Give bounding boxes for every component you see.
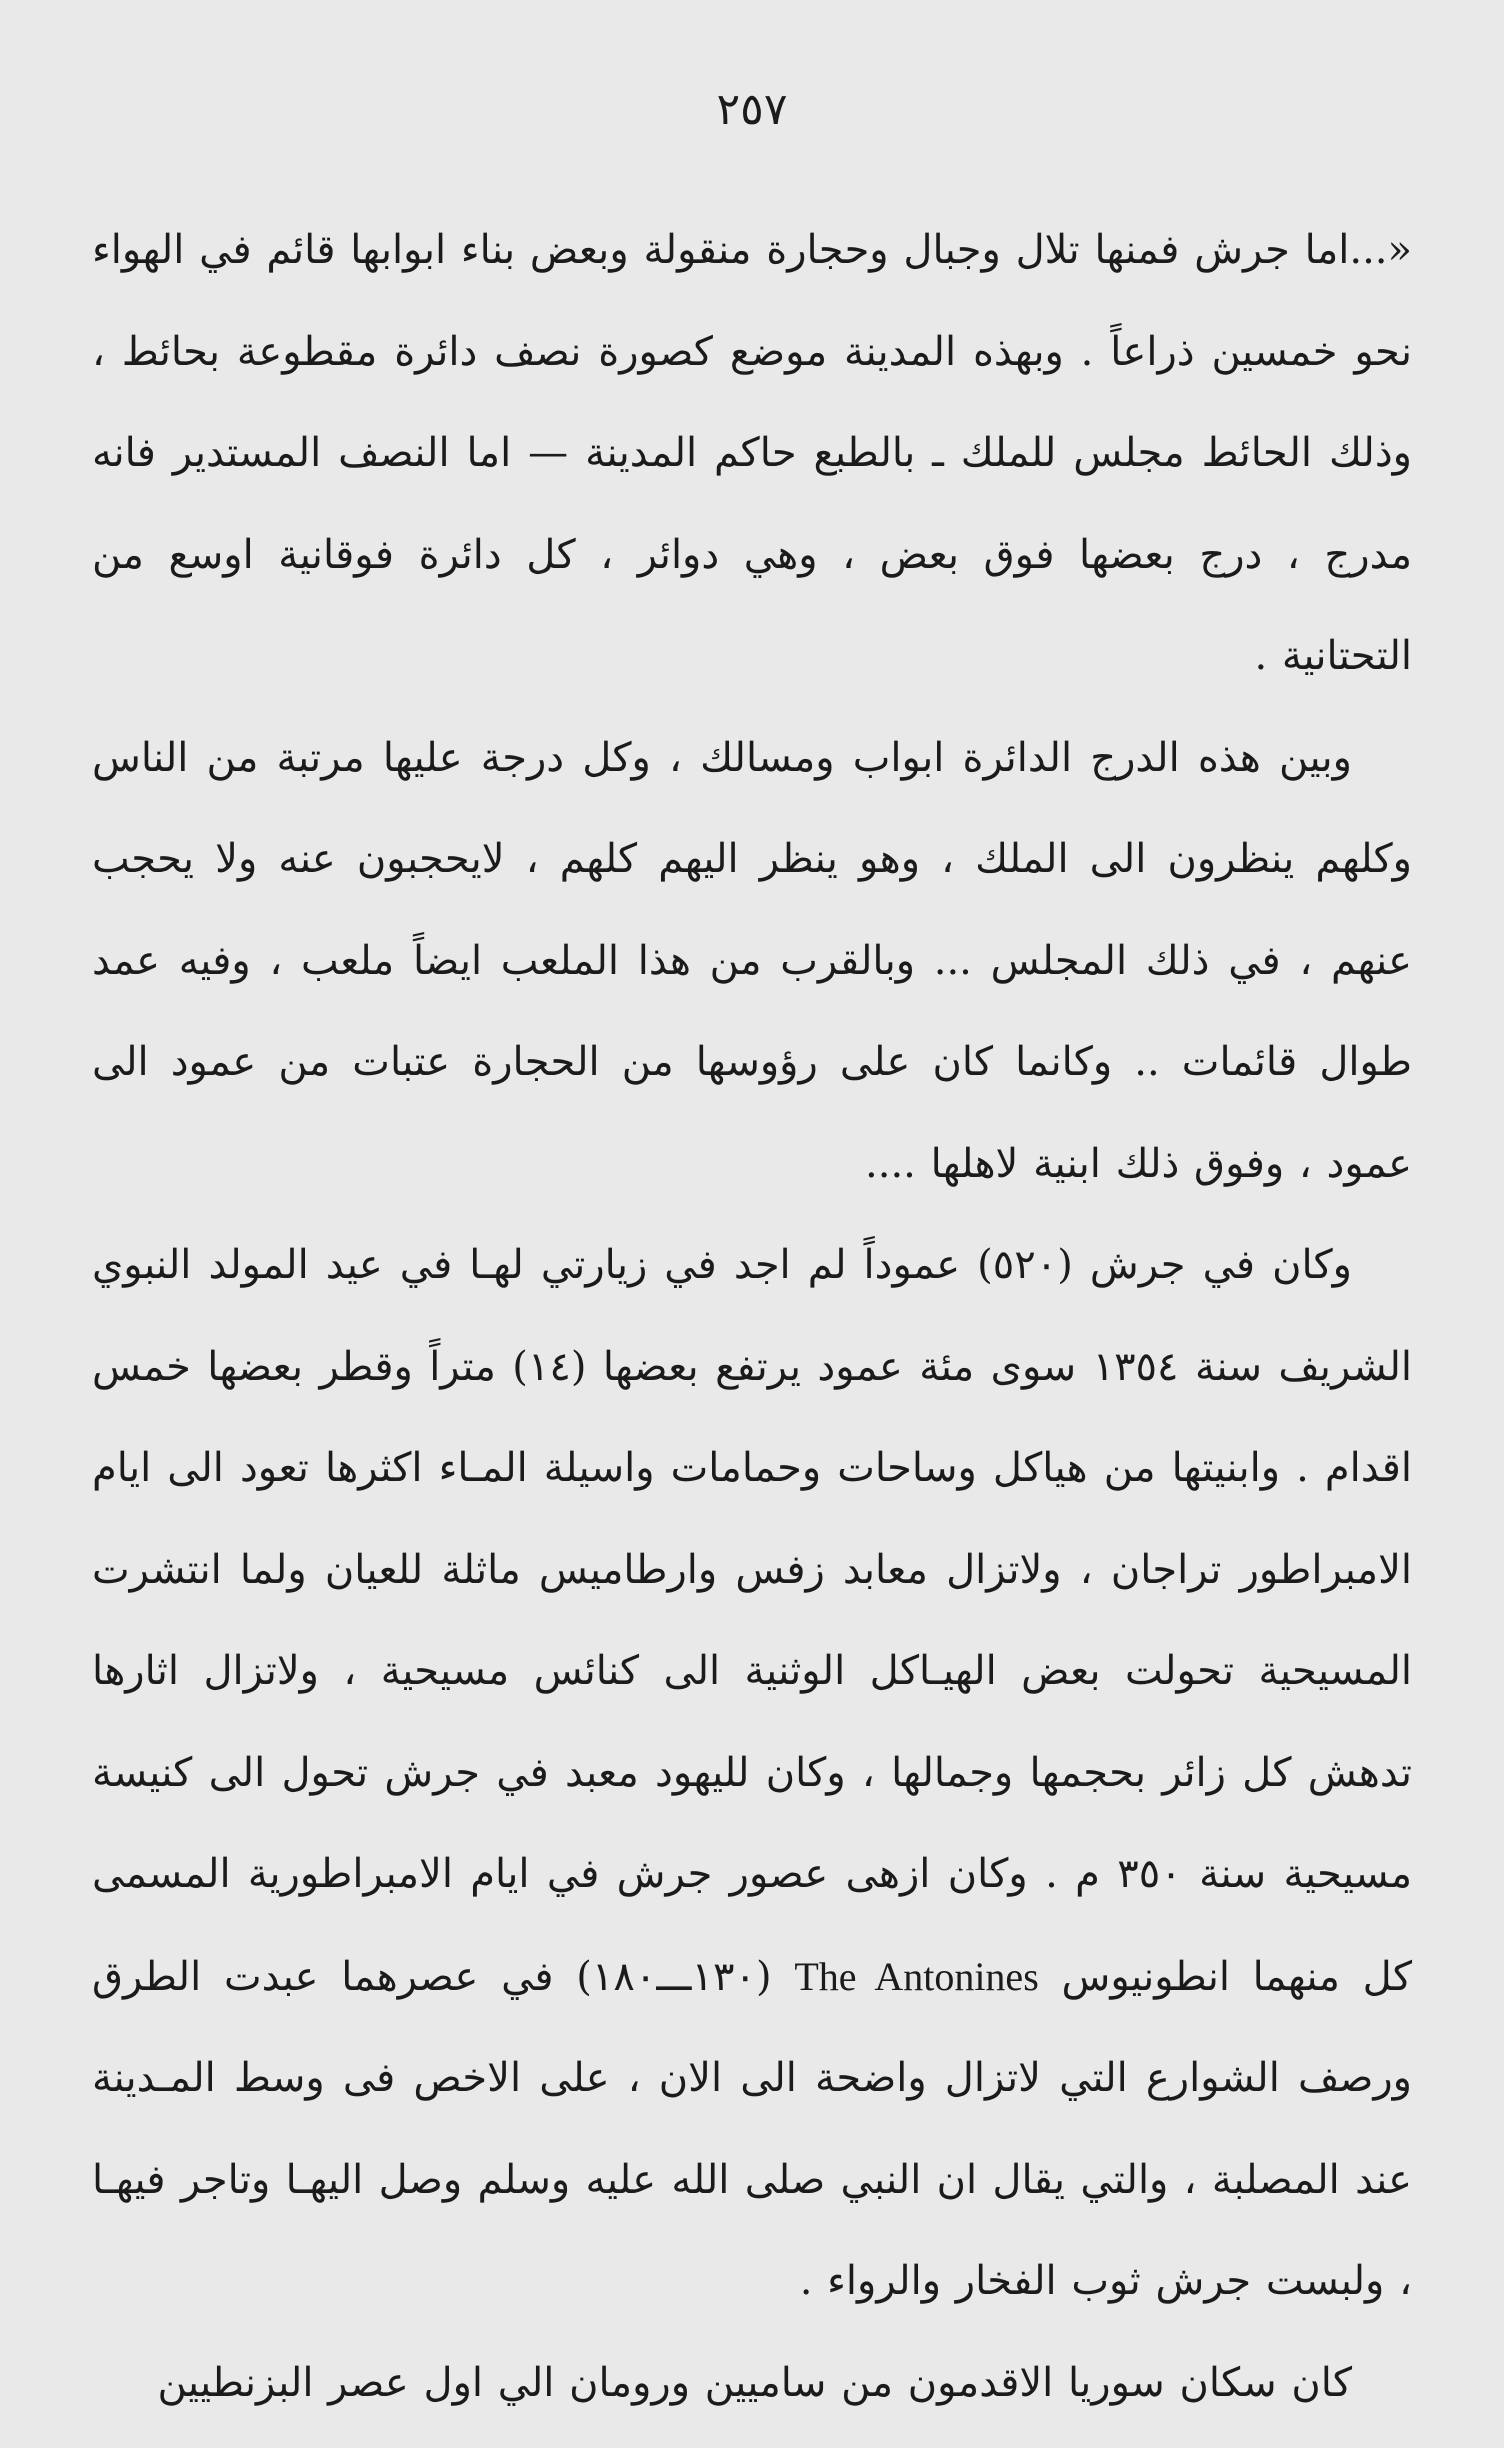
body-text: [92, 200, 1412, 2434]
paragraph-columns: [92, 1215, 1412, 2333]
paragraph-columns-text: وكان في جرش (٥٢٠) عموداً لم اجد في زيارتي لهـا في عيد المولد النبوي الشريف سنة ١٣٥٤ سوى مئة عمود يرتفع بعضها (١٤) متراً وقطر بعضها خمس اقدام . وابنيتها من هياكل وساحات وحمامات واسيلة المـاء اكثرها تعود الى ايام الامبراطور تراجان ، ولاتزال معابد زفس وارطاميس ماثلة للعيان ولما انتشرت المسيحية تحولت بعض الهيـاكل الوثنية الى كنائس مسيحية ، ولاتزال اثارها تدهش كل زائر بحجمها وجمالها ، وكان لليهود معبد في جرش تحول الى كنيسة مسيحية سنة ٣٥٠ م . وكان ازهى عصور جرش في ايام الامبراطورية المسمى كل منهما انطونيوس: [92, 1242, 1413, 2000]
page-number: ٢٥٧: [716, 84, 788, 135]
paragraph-quote: «...اما جرش فمنها تلال وجبال وحجارة منقولة وبعض بناء ابوابها قائم في الهواء نحو خمسين ذراعاً . وبهذه المدينة موضع كصورة نصف دائرة مقطوعة بحائط ، وذلك الحائط مجلس للملك ـ بالطبع حاكم المدينة — اما النصف المستدير فانه مدرج ، درج بعضها فوق بعض ، وهي دوائر ، كل دائرة فوقانية اوسع من التحتانية .: [92, 227, 1412, 679]
latin-term: The Antonines: [794, 1953, 1039, 1999]
paragraph-inhabitants: كان سكان سوريا الاقدمون من ساميين ورومان الي اول عصر البزنطيين: [157, 2359, 1352, 2406]
paragraph-quote-continued: وبين هذه الدرج الدائرة ابواب ومسالك ، وكل درجة عليها مرتبة من الناس وكلهم ينظرون الى الملك ، وهو ينظر اليهم كلهم ، لايحجبون عنه ولا يحجب عنهم ، في ذلك المجلس ... وبالقرب من هذا الملعب ايضاً ملعب ، وفيه عمد طوال قائمات .. وكانما كان على رؤوسها من الحجارة عتبات من عمود الى عمود ، وفوق ذلك ابنية لاهلها ....: [92, 734, 1412, 1187]
paragraph-columns-tail: (١٣٠ـــ١٨٠) في عصرهما عبدت الطرق ورصف الشوارع التي لاتزال واضحة الى الان ، على الاخص فى وسط المـدينة عند المصلبة ، والتي يقال ان النبي صلى الله عليه وسلم وصل اليهـا وتاجر فيهـا ، ولبست جرش ثوب الفخار والرواء .: [92, 1953, 1412, 2304]
